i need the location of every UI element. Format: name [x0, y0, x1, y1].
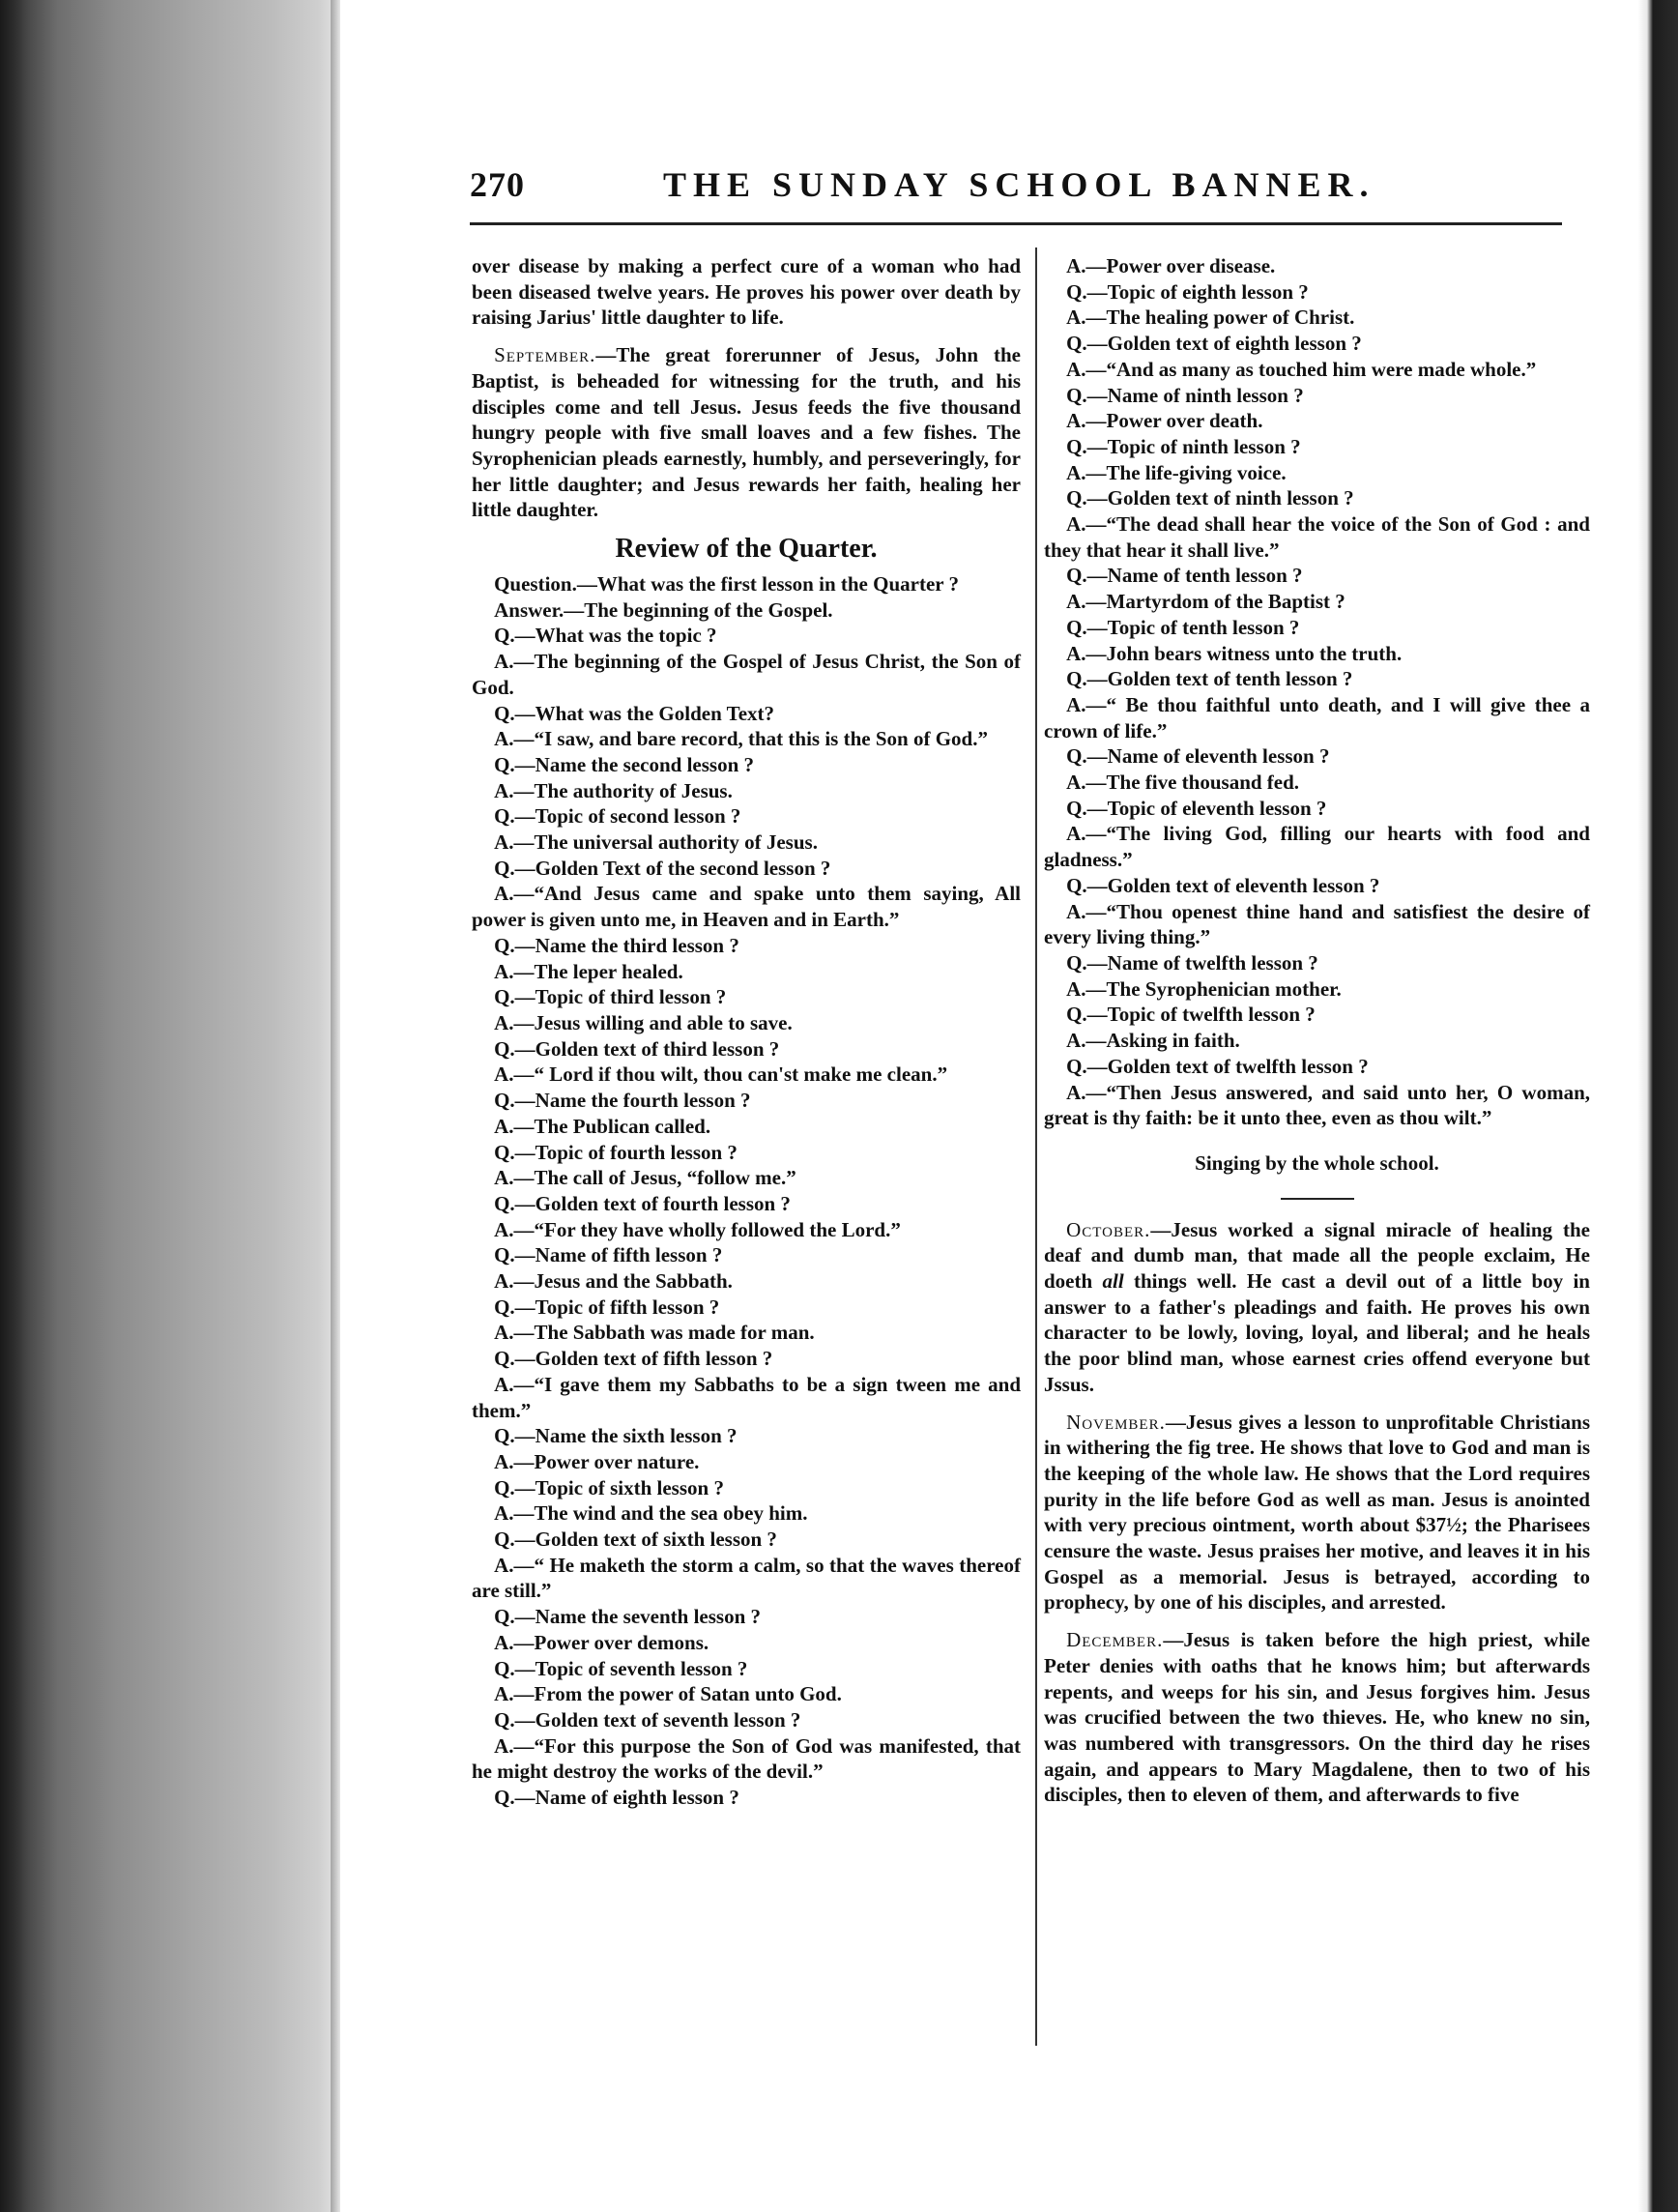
qa-line: Q.—Golden text of seventh lesson ?: [494, 1707, 801, 1732]
november-label: November.: [1066, 1410, 1166, 1434]
qa-line: A.—“ Be thou faithful unto death, and I will give thee a crown of life.”: [1044, 692, 1590, 742]
qa-line: Answer.—The beginning of the Gospel.: [494, 597, 833, 622]
section-rule: [1281, 1198, 1354, 1200]
qa-line: A.—“And Jesus came and spake unto them saying, All power is given unto me, in Heaven and in Earth.”: [472, 882, 1021, 932]
qa-line: Q.—Golden text of eleventh lesson ?: [1066, 873, 1380, 897]
qa-line: A.—The leper healed.: [494, 959, 683, 983]
qa-line: Q.—Topic of twelfth lesson ?: [1066, 1003, 1316, 1027]
qa-line: Q.—Name the seventh lesson ?: [494, 1605, 761, 1629]
october-text-after: things well. He cast a devil out of a little boy in answer to a father's pleadings and faith. He proves his own character to be lowly, loving, loyal, and liberal; and he heals the poor blind man, whose earnest cries offend everyone but Jssus.: [1044, 1269, 1590, 1396]
qa-line: Q.—Name of twelfth lesson ?: [1066, 950, 1318, 975]
october-paragraph: [1044, 1217, 1590, 1398]
qa-line: Q.—Name the third lesson ?: [494, 933, 739, 957]
qa-line: Q.—Name the second lesson ?: [494, 752, 755, 776]
left-qa-list: [472, 571, 1021, 1811]
december-label: December.: [1066, 1628, 1164, 1652]
october-text-before: —Jesus worked a signal miracle of healing the deaf and dumb man, that made all the people exclaim, He doeth: [1044, 1217, 1590, 1294]
qa-line: A.—“And as many as touched him were made whole.”: [1066, 357, 1537, 381]
qa-line: Q.—Topic of eighth lesson ?: [1066, 279, 1309, 304]
right-qa-list: [1044, 253, 1590, 1131]
october-emphasis: all: [1102, 1269, 1124, 1294]
september-label: September.: [494, 343, 596, 367]
qa-line: Q.—Name the sixth lesson ?: [494, 1424, 738, 1448]
qa-line: Q.—Name of tenth lesson ?: [1066, 564, 1303, 588]
qa-line: Q.—Golden text of twelfth lesson ?: [1066, 1054, 1369, 1078]
december-text: —Jesus is taken before the high priest, while Peter denies with oaths that he knows him; but afterwards repents, and weeps for his sin, and Jesus forgives him. Jesus was crucified between the two thieves. He, who knew no sin, was numbered with transgressors. On the third day he rises again, and appears to Mary Magdalene, then to two of his disciples, then to eleven of them, and afterwards to five: [1044, 1628, 1590, 1807]
qa-line: Q.—Topic of eleventh lesson ?: [1066, 796, 1327, 820]
qa-line: Q.—Golden text of sixth lesson ?: [494, 1528, 777, 1552]
qa-line: A.—The Syrophenician mother.: [1066, 976, 1342, 1001]
september-paragraph: [472, 342, 1021, 523]
qa-line: A.—“Thou openest thine hand and satisfiest the desire of every living thing.”: [1044, 899, 1590, 949]
qa-line: Q.—Topic of ninth lesson ?: [1066, 434, 1301, 458]
qa-line: A.—Power over death.: [1066, 409, 1263, 433]
qa-line: A.—“Then Jesus answered, and said unto her, O woman, great is thy faith: be it unto thee, even as thou wilt.”: [1044, 1080, 1590, 1130]
paragraph-gap: [1044, 1398, 1590, 1410]
intro-paragraph: over disease by making a perfect cure of a woman who had been diseased twelve years. He proves his power over death by raising Jarius' little daughter to life.: [472, 254, 1021, 330]
qa-line: Q.—Topic of fifth lesson ?: [494, 1295, 720, 1319]
qa-line: Q.—Topic of sixth lesson ?: [494, 1475, 724, 1499]
qa-line: Q.—What was the topic ?: [494, 624, 717, 648]
qa-line: A.—Power over nature.: [494, 1449, 700, 1473]
qa-line: A.—The wind and the sea obey him.: [494, 1501, 808, 1526]
november-paragraph: [1044, 1410, 1590, 1616]
qa-line: Q.—Name of fifth lesson ?: [494, 1243, 723, 1267]
qa-line: A.—Power over demons.: [494, 1630, 709, 1654]
december-paragraph: [1044, 1627, 1590, 1808]
qa-line: A.—John bears witness unto the truth.: [1066, 641, 1403, 665]
qa-line: A.—The universal authority of Jesus.: [494, 830, 818, 855]
right-column: [1044, 253, 1590, 1808]
qa-line: Q.—Name of ninth lesson ?: [1066, 383, 1304, 407]
page-fold-shadow: [331, 0, 340, 2212]
header-rule: [470, 222, 1562, 225]
qa-line: Q.—Golden Text of the second lesson ?: [494, 856, 831, 880]
qa-line: Q.—Topic of seventh lesson ?: [494, 1656, 748, 1680]
qa-line: Q.—Golden text of fourth lesson ?: [494, 1191, 791, 1215]
qa-line: A.—The call of Jesus, “follow me.”: [494, 1166, 796, 1190]
qa-line: A.—The life-giving voice.: [1066, 460, 1287, 484]
qa-line: A.—“The living God, filling our hearts with food and gladness.”: [1044, 822, 1590, 872]
qa-line: Q.—Golden text of fifth lesson ?: [494, 1347, 773, 1371]
qa-line: A.—Martyrdom of the Baptist ?: [1066, 590, 1345, 614]
qa-line: A.—Jesus and the Sabbath.: [494, 1269, 733, 1294]
paragraph-gap: [472, 331, 1021, 342]
qa-line: Q.—What was the Golden Text?: [494, 701, 775, 725]
qa-line: Q.—Golden text of eighth lesson ?: [1066, 332, 1362, 356]
paragraph-gap: [1044, 1615, 1590, 1627]
qa-line: Q.—Golden text of third lesson ?: [494, 1036, 780, 1061]
page-right-edge: [1637, 0, 1678, 2212]
qa-line: A.—“For they have wholly followed the Lord.”: [494, 1217, 901, 1241]
running-title: THE SUNDAY SCHOOL BANNER.: [663, 165, 1375, 204]
qa-line: A.—The beginning of the Gospel of Jesus Christ, the Son of God.: [472, 650, 1021, 699]
qa-line: Q.—Topic of tenth lesson ?: [1066, 615, 1300, 639]
qa-line: Q.—Topic of fourth lesson ?: [494, 1140, 738, 1164]
qa-line: A.—From the power of Satan unto God.: [494, 1682, 842, 1706]
book-binding-edge: [0, 0, 340, 2212]
qa-line: Question.—What was the first lesson in the Quarter ?: [494, 572, 959, 597]
qa-line: A.—“The dead shall hear the voice of the Son of God : and they that hear it shall live.”: [1044, 512, 1590, 562]
column-divider: [1035, 247, 1037, 2046]
november-text: —Jesus gives a lesson to unprofitable Christians in withering the fig tree. He shows that love to God and man is the keeping of the whole law. He shows that the Lord requires purity in the life before God as well as man. Jesus is anointed with very precious ointment, worth about $37½; the Pharisees censure the waste. Jesus praises her motive, and leaves it in his Gospel as a memorial. Jesus is betrayed, according to prophecy, by one of his disciples, and arrested.: [1044, 1410, 1590, 1615]
qa-line: A.—“ Lord if thou wilt, thou can'st make me clean.”: [494, 1062, 948, 1087]
qa-line: A.—“I gave them my Sabbaths to be a sign tween me and them.”: [472, 1372, 1021, 1422]
qa-line: A.—Jesus willing and able to save.: [494, 1010, 793, 1034]
singing-line: Singing by the whole school.: [1195, 1150, 1439, 1175]
qa-line: Q.—Topic of third lesson ?: [494, 985, 727, 1009]
qa-line: A.—The authority of Jesus.: [494, 778, 733, 802]
qa-line: A.—“ He maketh the storm a calm, so that the waves thereof are still.”: [472, 1553, 1021, 1603]
qa-line: A.—The Publican called.: [494, 1114, 711, 1138]
qa-line: Q.—Name the fourth lesson ?: [494, 1089, 751, 1113]
qa-line: Q.—Topic of second lesson ?: [494, 804, 741, 829]
september-text: —The great forerunner of Jesus, John the Baptist, is beheaded for witnessing for the truth, and his disciples come and tell Jesus. Jesus feeds the five thousand hungry people with five small loaves and a few fishes. The Syrophenician pleads earnestly, humbly, and perseveringly, for her little daughter; and Jesus rewards her faith, healing her little daughter.: [472, 343, 1021, 522]
qa-line: Q.—Name of eighth lesson ?: [494, 1786, 739, 1810]
qa-line: A.—The Sabbath was made for man.: [494, 1321, 815, 1345]
page-number: 270: [470, 165, 525, 204]
qa-line: Q.—Golden text of tenth lesson ?: [1066, 667, 1353, 691]
qa-line: A.—“I saw, and bare record, that this is the Son of God.”: [494, 727, 988, 751]
october-label: October.: [1066, 1217, 1151, 1241]
qa-line: A.—Power over disease.: [1066, 254, 1276, 277]
qa-line: A.—The healing power of Christ.: [1066, 306, 1355, 330]
qa-line: Q.—Golden text of ninth lesson ?: [1066, 486, 1354, 510]
left-column: [472, 253, 1021, 1811]
page-header: [470, 162, 1562, 220]
qa-line: A.—“For this purpose the Son of God was manifested, that he might destroy the works of the devil.”: [472, 1733, 1021, 1784]
qa-line: A.—The five thousand fed.: [1066, 771, 1300, 795]
review-heading: Review of the Quarter.: [615, 534, 878, 565]
qa-line: Q.—Name of eleventh lesson ?: [1066, 744, 1330, 769]
qa-line: A.—Asking in faith.: [1066, 1029, 1240, 1053]
